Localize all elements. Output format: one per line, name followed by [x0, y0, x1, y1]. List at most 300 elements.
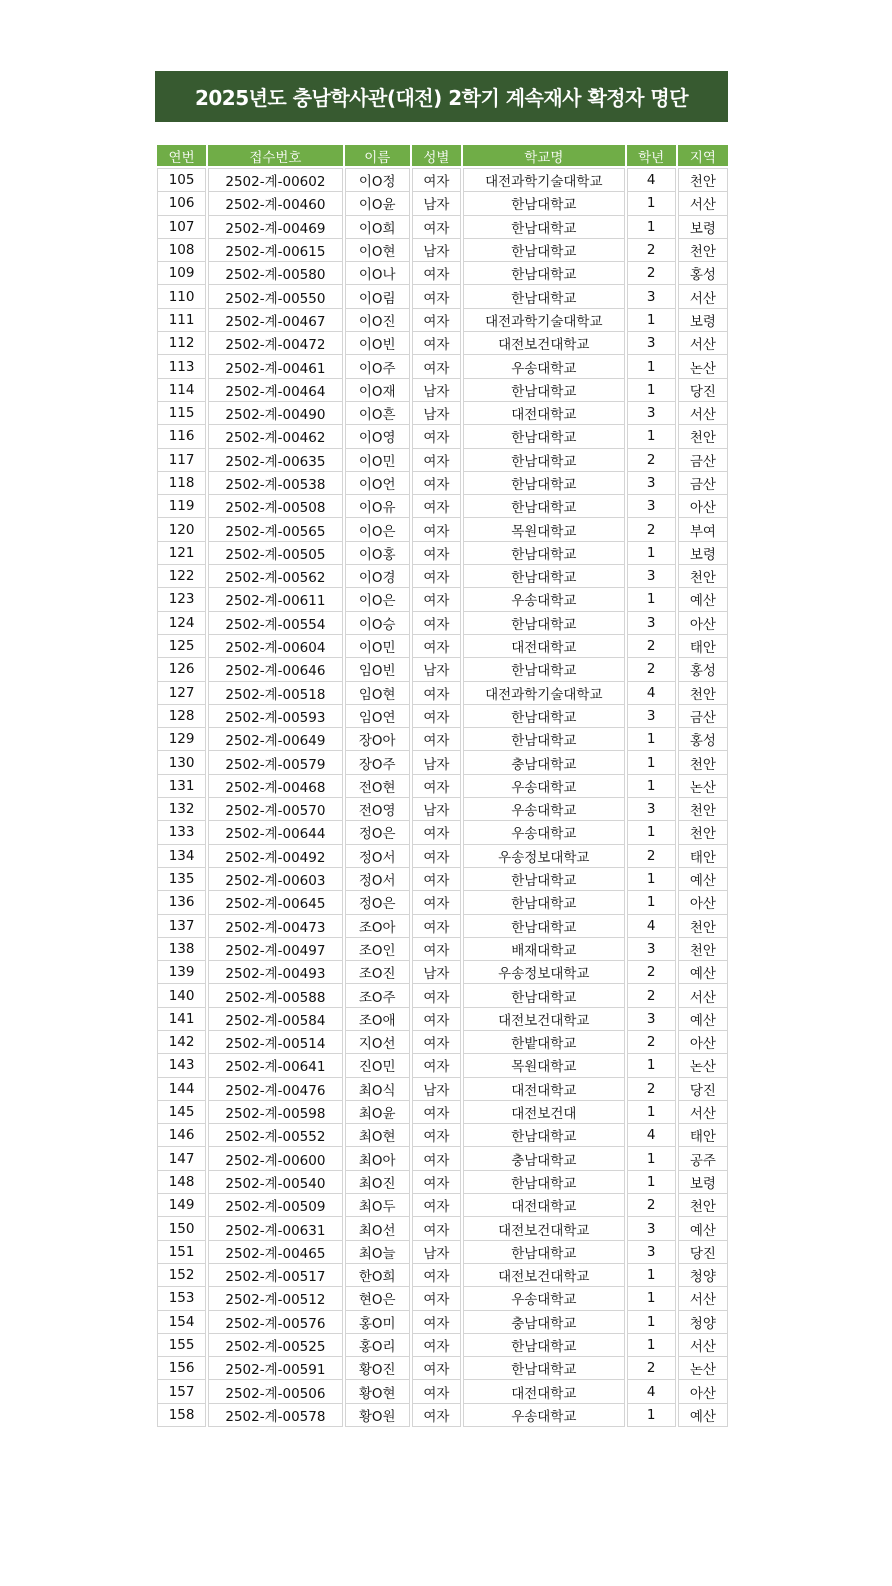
cell-school: 한남대학교	[463, 1171, 625, 1194]
cell-gender: 여자	[412, 1217, 461, 1240]
cell-receipt-no: 2502-계-00603	[208, 868, 342, 891]
cell-name: 최O진	[345, 1171, 410, 1194]
cell-name: 정O은	[345, 821, 410, 844]
cell-gender: 여자	[412, 449, 461, 472]
cell-receipt-no: 2502-계-00467	[208, 309, 342, 332]
cell-serial-no: 142	[157, 1031, 206, 1054]
cell-grade: 1	[627, 1311, 676, 1334]
cell-gender: 여자	[412, 1101, 461, 1124]
cell-region: 천안	[678, 1194, 728, 1217]
cell-grade: 3	[627, 1008, 676, 1031]
header-grade: 학년	[627, 145, 676, 168]
cell-receipt-no: 2502-계-00615	[208, 239, 342, 262]
cell-receipt-no: 2502-계-00514	[208, 1031, 342, 1054]
cell-serial-no: 119	[157, 495, 206, 518]
cell-receipt-no: 2502-계-00645	[208, 891, 342, 914]
cell-school: 한남대학교	[463, 1334, 625, 1357]
cell-school: 한남대학교	[463, 495, 625, 518]
cell-serial-no: 152	[157, 1264, 206, 1287]
cell-serial-no: 158	[157, 1404, 206, 1427]
cell-grade: 1	[627, 1147, 676, 1170]
cell-gender: 남자	[412, 798, 461, 821]
cell-region: 아산	[678, 495, 728, 518]
table-row	[157, 961, 728, 984]
cell-region: 보령	[678, 1171, 728, 1194]
cell-serial-no: 130	[157, 751, 206, 774]
cell-name: 현O은	[345, 1287, 410, 1310]
table-row	[157, 1031, 728, 1054]
cell-name: 조O아	[345, 915, 410, 938]
cell-grade: 3	[627, 612, 676, 635]
cell-serial-no: 107	[157, 216, 206, 239]
cell-receipt-no: 2502-계-00641	[208, 1054, 342, 1077]
cell-grade: 1	[627, 821, 676, 844]
cell-region: 논산	[678, 1357, 728, 1380]
cell-school: 우송대학교	[463, 1404, 625, 1427]
cell-school: 목원대학교	[463, 1054, 625, 1077]
cell-name: 이O민	[345, 635, 410, 658]
table-row	[157, 379, 728, 402]
cell-region: 서산	[678, 1287, 728, 1310]
cell-serial-no: 124	[157, 612, 206, 635]
cell-name: 이O경	[345, 565, 410, 588]
cell-receipt-no: 2502-계-00492	[208, 845, 342, 868]
cell-receipt-no: 2502-계-00472	[208, 332, 342, 355]
table-row	[157, 868, 728, 891]
cell-serial-no: 140	[157, 984, 206, 1007]
cell-gender: 남자	[412, 379, 461, 402]
cell-region: 서산	[678, 1334, 728, 1357]
table-row	[157, 1380, 728, 1403]
cell-region: 보령	[678, 216, 728, 239]
cell-grade: 1	[627, 216, 676, 239]
cell-name: 최O아	[345, 1147, 410, 1170]
cell-school: 대전대학교	[463, 402, 625, 425]
cell-serial-no: 120	[157, 518, 206, 541]
header-school: 학교명	[463, 145, 625, 168]
table-row	[157, 1124, 728, 1147]
cell-gender: 여자	[412, 495, 461, 518]
table-row	[157, 1311, 728, 1334]
cell-school: 한밭대학교	[463, 1031, 625, 1054]
cell-gender: 여자	[412, 845, 461, 868]
table-row	[157, 728, 728, 751]
cell-name: 황O현	[345, 1380, 410, 1403]
table-row	[157, 542, 728, 565]
cell-gender: 남자	[412, 658, 461, 681]
cell-receipt-no: 2502-계-00649	[208, 728, 342, 751]
cell-serial-no: 155	[157, 1334, 206, 1357]
cell-school: 우송대학교	[463, 355, 625, 378]
cell-receipt-no: 2502-계-00565	[208, 518, 342, 541]
cell-serial-no: 143	[157, 1054, 206, 1077]
cell-receipt-no: 2502-계-00461	[208, 355, 342, 378]
cell-serial-no: 106	[157, 192, 206, 215]
cell-region: 청양	[678, 1264, 728, 1287]
cell-grade: 2	[627, 1031, 676, 1054]
cell-serial-no: 122	[157, 565, 206, 588]
cell-grade: 3	[627, 1217, 676, 1240]
cell-grade: 1	[627, 1334, 676, 1357]
cell-name: 지O선	[345, 1031, 410, 1054]
cell-grade: 1	[627, 1171, 676, 1194]
cell-receipt-no: 2502-계-00578	[208, 1404, 342, 1427]
table-row	[157, 168, 728, 192]
cell-name: 전O영	[345, 798, 410, 821]
cell-gender: 여자	[412, 168, 461, 192]
cell-name: 이O민	[345, 449, 410, 472]
cell-receipt-no: 2502-계-00644	[208, 821, 342, 844]
cell-serial-no: 131	[157, 775, 206, 798]
cell-region: 아산	[678, 612, 728, 635]
cell-name: 한O희	[345, 1264, 410, 1287]
cell-region: 예산	[678, 868, 728, 891]
cell-name: 최O윤	[345, 1101, 410, 1124]
cell-receipt-no: 2502-계-00518	[208, 682, 342, 705]
cell-region: 서산	[678, 332, 728, 355]
cell-gender: 여자	[412, 1264, 461, 1287]
table-row	[157, 1054, 728, 1077]
header-region: 지역	[678, 145, 728, 168]
cell-school: 대전보건대	[463, 1101, 625, 1124]
cell-gender: 남자	[412, 402, 461, 425]
cell-school: 우송대학교	[463, 821, 625, 844]
table-row	[157, 751, 728, 774]
cell-school: 우송정보대학교	[463, 845, 625, 868]
table-row	[157, 1287, 728, 1310]
table-row	[157, 845, 728, 868]
cell-serial-no: 148	[157, 1171, 206, 1194]
cell-gender: 여자	[412, 775, 461, 798]
table-row	[157, 449, 728, 472]
cell-name: 임O연	[345, 705, 410, 728]
cell-gender: 여자	[412, 518, 461, 541]
table-header-row	[157, 145, 728, 168]
cell-name: 이O홍	[345, 542, 410, 565]
cell-serial-no: 154	[157, 1311, 206, 1334]
cell-receipt-no: 2502-계-00465	[208, 1241, 342, 1264]
cell-receipt-no: 2502-계-00604	[208, 635, 342, 658]
cell-grade: 1	[627, 1054, 676, 1077]
cell-grade: 1	[627, 309, 676, 332]
cell-gender: 여자	[412, 262, 461, 285]
cell-school: 충남대학교	[463, 751, 625, 774]
cell-gender: 여자	[412, 891, 461, 914]
cell-school: 한남대학교	[463, 728, 625, 751]
cell-grade: 1	[627, 868, 676, 891]
cell-name: 최O두	[345, 1194, 410, 1217]
cell-serial-no: 105	[157, 168, 206, 192]
cell-school: 한남대학교	[463, 565, 625, 588]
cell-serial-no: 109	[157, 262, 206, 285]
cell-grade: 3	[627, 938, 676, 961]
cell-gender: 여자	[412, 1054, 461, 1077]
cell-serial-no: 125	[157, 635, 206, 658]
cell-serial-no: 144	[157, 1078, 206, 1101]
cell-region: 홍성	[678, 728, 728, 751]
cell-receipt-no: 2502-계-00600	[208, 1147, 342, 1170]
table-row	[157, 775, 728, 798]
cell-school: 한남대학교	[463, 612, 625, 635]
cell-receipt-no: 2502-계-00493	[208, 961, 342, 984]
cell-gender: 여자	[412, 984, 461, 1007]
cell-serial-no: 114	[157, 379, 206, 402]
cell-gender: 여자	[412, 285, 461, 308]
header-gender: 성별	[412, 145, 461, 168]
table-row	[157, 705, 728, 728]
cell-grade: 3	[627, 705, 676, 728]
cell-school: 한남대학교	[463, 216, 625, 239]
cell-region: 공주	[678, 1147, 728, 1170]
cell-school: 한남대학교	[463, 262, 625, 285]
cell-school: 대전과학기술대학교	[463, 168, 625, 192]
cell-name: 정O서	[345, 868, 410, 891]
cell-school: 대전대학교	[463, 1078, 625, 1101]
cell-name: 이O은	[345, 588, 410, 611]
cell-gender: 여자	[412, 821, 461, 844]
cell-region: 논산	[678, 355, 728, 378]
cell-school: 한남대학교	[463, 915, 625, 938]
cell-serial-no: 113	[157, 355, 206, 378]
cell-region: 천안	[678, 239, 728, 262]
cell-school: 한남대학교	[463, 472, 625, 495]
cell-serial-no: 135	[157, 868, 206, 891]
cell-school: 한남대학교	[463, 239, 625, 262]
cell-school: 대전과학기술대학교	[463, 682, 625, 705]
cell-name: 이O재	[345, 379, 410, 402]
cell-gender: 여자	[412, 1334, 461, 1357]
cell-grade: 1	[627, 192, 676, 215]
cell-school: 우송정보대학교	[463, 961, 625, 984]
table-row	[157, 1217, 728, 1240]
table-row	[157, 1147, 728, 1170]
cell-serial-no: 151	[157, 1241, 206, 1264]
cell-gender: 여자	[412, 542, 461, 565]
cell-grade: 3	[627, 565, 676, 588]
cell-grade: 1	[627, 1264, 676, 1287]
cell-region: 아산	[678, 1380, 728, 1403]
cell-receipt-no: 2502-계-00576	[208, 1311, 342, 1334]
table-row	[157, 192, 728, 215]
table-row	[157, 239, 728, 262]
cell-serial-no: 123	[157, 588, 206, 611]
cell-school: 목원대학교	[463, 518, 625, 541]
cell-gender: 여자	[412, 868, 461, 891]
cell-grade: 2	[627, 518, 676, 541]
cell-region: 논산	[678, 775, 728, 798]
cell-grade: 2	[627, 1078, 676, 1101]
cell-receipt-no: 2502-계-00469	[208, 216, 342, 239]
roster-body	[157, 168, 728, 1427]
cell-gender: 여자	[412, 1311, 461, 1334]
table-row	[157, 495, 728, 518]
cell-school: 충남대학교	[463, 1147, 625, 1170]
cell-name: 최O늘	[345, 1241, 410, 1264]
cell-region: 논산	[678, 1054, 728, 1077]
cell-gender: 여자	[412, 682, 461, 705]
table-row	[157, 1264, 728, 1287]
cell-gender: 여자	[412, 705, 461, 728]
cell-grade: 1	[627, 728, 676, 751]
cell-serial-no: 134	[157, 845, 206, 868]
cell-receipt-no: 2502-계-00588	[208, 984, 342, 1007]
cell-name: 이O흔	[345, 402, 410, 425]
cell-name: 임O현	[345, 682, 410, 705]
cell-school: 대전대학교	[463, 1194, 625, 1217]
cell-region: 천안	[678, 938, 728, 961]
cell-school: 대전보건대학교	[463, 332, 625, 355]
cell-receipt-no: 2502-계-00525	[208, 1334, 342, 1357]
cell-name: 최O식	[345, 1078, 410, 1101]
cell-receipt-no: 2502-계-00517	[208, 1264, 342, 1287]
document-title-text: 2025년도 충남학사관(대전) 2학기 계속재사 확정자 명단	[194, 86, 689, 110]
cell-receipt-no: 2502-계-00550	[208, 285, 342, 308]
cell-receipt-no: 2502-계-00505	[208, 542, 342, 565]
table-row	[157, 635, 728, 658]
cell-name: 이O승	[345, 612, 410, 635]
cell-grade: 2	[627, 658, 676, 681]
cell-region: 천안	[678, 425, 728, 448]
cell-serial-no: 146	[157, 1124, 206, 1147]
table-row	[157, 285, 728, 308]
cell-name: 정O은	[345, 891, 410, 914]
cell-serial-no: 115	[157, 402, 206, 425]
cell-receipt-no: 2502-계-00593	[208, 705, 342, 728]
cell-gender: 여자	[412, 425, 461, 448]
cell-receipt-no: 2502-계-00473	[208, 915, 342, 938]
cell-serial-no: 128	[157, 705, 206, 728]
cell-region: 홍성	[678, 658, 728, 681]
cell-receipt-no: 2502-계-00591	[208, 1357, 342, 1380]
cell-receipt-no: 2502-계-00509	[208, 1194, 342, 1217]
cell-name: 조O진	[345, 961, 410, 984]
cell-school: 대전보건대학교	[463, 1008, 625, 1031]
cell-gender: 여자	[412, 1357, 461, 1380]
header-receipt-no: 접수번호	[208, 145, 342, 168]
cell-name: 이O빈	[345, 332, 410, 355]
cell-gender: 여자	[412, 915, 461, 938]
cell-grade: 4	[627, 168, 676, 192]
cell-school: 한남대학교	[463, 868, 625, 891]
cell-grade: 1	[627, 379, 676, 402]
table-row	[157, 1101, 728, 1124]
cell-receipt-no: 2502-계-00538	[208, 472, 342, 495]
table-row	[157, 402, 728, 425]
cell-name: 황O진	[345, 1357, 410, 1380]
cell-grade: 2	[627, 262, 676, 285]
cell-school: 한남대학교	[463, 449, 625, 472]
table-row	[157, 588, 728, 611]
cell-grade: 2	[627, 961, 676, 984]
table-row	[157, 1078, 728, 1101]
cell-school: 한남대학교	[463, 285, 625, 308]
table-row	[157, 309, 728, 332]
cell-receipt-no: 2502-계-00584	[208, 1008, 342, 1031]
cell-serial-no: 118	[157, 472, 206, 495]
cell-gender: 여자	[412, 588, 461, 611]
cell-receipt-no: 2502-계-00635	[208, 449, 342, 472]
cell-serial-no: 149	[157, 1194, 206, 1217]
cell-name: 이O유	[345, 495, 410, 518]
cell-region: 당진	[678, 379, 728, 402]
cell-gender: 여자	[412, 565, 461, 588]
cell-region: 홍성	[678, 262, 728, 285]
cell-region: 천안	[678, 751, 728, 774]
cell-region: 서산	[678, 402, 728, 425]
table-row	[157, 821, 728, 844]
cell-receipt-no: 2502-계-00602	[208, 168, 342, 192]
cell-region: 당진	[678, 1241, 728, 1264]
roster-table	[155, 145, 730, 1427]
cell-gender: 여자	[412, 1404, 461, 1427]
cell-gender: 여자	[412, 472, 461, 495]
cell-grade: 2	[627, 239, 676, 262]
cell-receipt-no: 2502-계-00460	[208, 192, 342, 215]
cell-name: 이O영	[345, 425, 410, 448]
cell-region: 서산	[678, 192, 728, 215]
cell-name: 장O주	[345, 751, 410, 774]
cell-region: 태안	[678, 1124, 728, 1147]
table-row	[157, 518, 728, 541]
cell-grade: 1	[627, 1287, 676, 1310]
cell-grade: 3	[627, 332, 676, 355]
cell-school: 한남대학교	[463, 379, 625, 402]
cell-grade: 1	[627, 775, 676, 798]
table-row	[157, 1008, 728, 1031]
cell-name: 이O윤	[345, 192, 410, 215]
cell-receipt-no: 2502-계-00508	[208, 495, 342, 518]
cell-gender: 여자	[412, 1031, 461, 1054]
cell-region: 아산	[678, 891, 728, 914]
cell-gender: 여자	[412, 635, 461, 658]
cell-receipt-no: 2502-계-00646	[208, 658, 342, 681]
cell-gender: 여자	[412, 1380, 461, 1403]
cell-region: 청양	[678, 1311, 728, 1334]
cell-grade: 4	[627, 1380, 676, 1403]
cell-receipt-no: 2502-계-00611	[208, 588, 342, 611]
cell-name: 조O애	[345, 1008, 410, 1031]
cell-name: 조O주	[345, 984, 410, 1007]
cell-serial-no: 129	[157, 728, 206, 751]
cell-serial-no: 157	[157, 1380, 206, 1403]
cell-region: 예산	[678, 588, 728, 611]
cell-region: 천안	[678, 682, 728, 705]
cell-school: 한남대학교	[463, 705, 625, 728]
cell-name: 조O인	[345, 938, 410, 961]
cell-receipt-no: 2502-계-00468	[208, 775, 342, 798]
cell-name: 이O나	[345, 262, 410, 285]
cell-region: 예산	[678, 1404, 728, 1427]
cell-receipt-no: 2502-계-00462	[208, 425, 342, 448]
cell-name: 이O주	[345, 355, 410, 378]
cell-grade: 2	[627, 449, 676, 472]
cell-school: 한남대학교	[463, 425, 625, 448]
document-title	[155, 71, 728, 122]
cell-school: 한남대학교	[463, 1357, 625, 1380]
cell-name: 최O현	[345, 1124, 410, 1147]
cell-region: 보령	[678, 542, 728, 565]
cell-school: 한남대학교	[463, 891, 625, 914]
cell-serial-no: 111	[157, 309, 206, 332]
cell-grade: 2	[627, 635, 676, 658]
table-row	[157, 984, 728, 1007]
cell-receipt-no: 2502-계-00570	[208, 798, 342, 821]
cell-school: 대전대학교	[463, 635, 625, 658]
cell-name: 장O아	[345, 728, 410, 751]
cell-serial-no: 137	[157, 915, 206, 938]
cell-receipt-no: 2502-계-00512	[208, 1287, 342, 1310]
table-row	[157, 1404, 728, 1427]
